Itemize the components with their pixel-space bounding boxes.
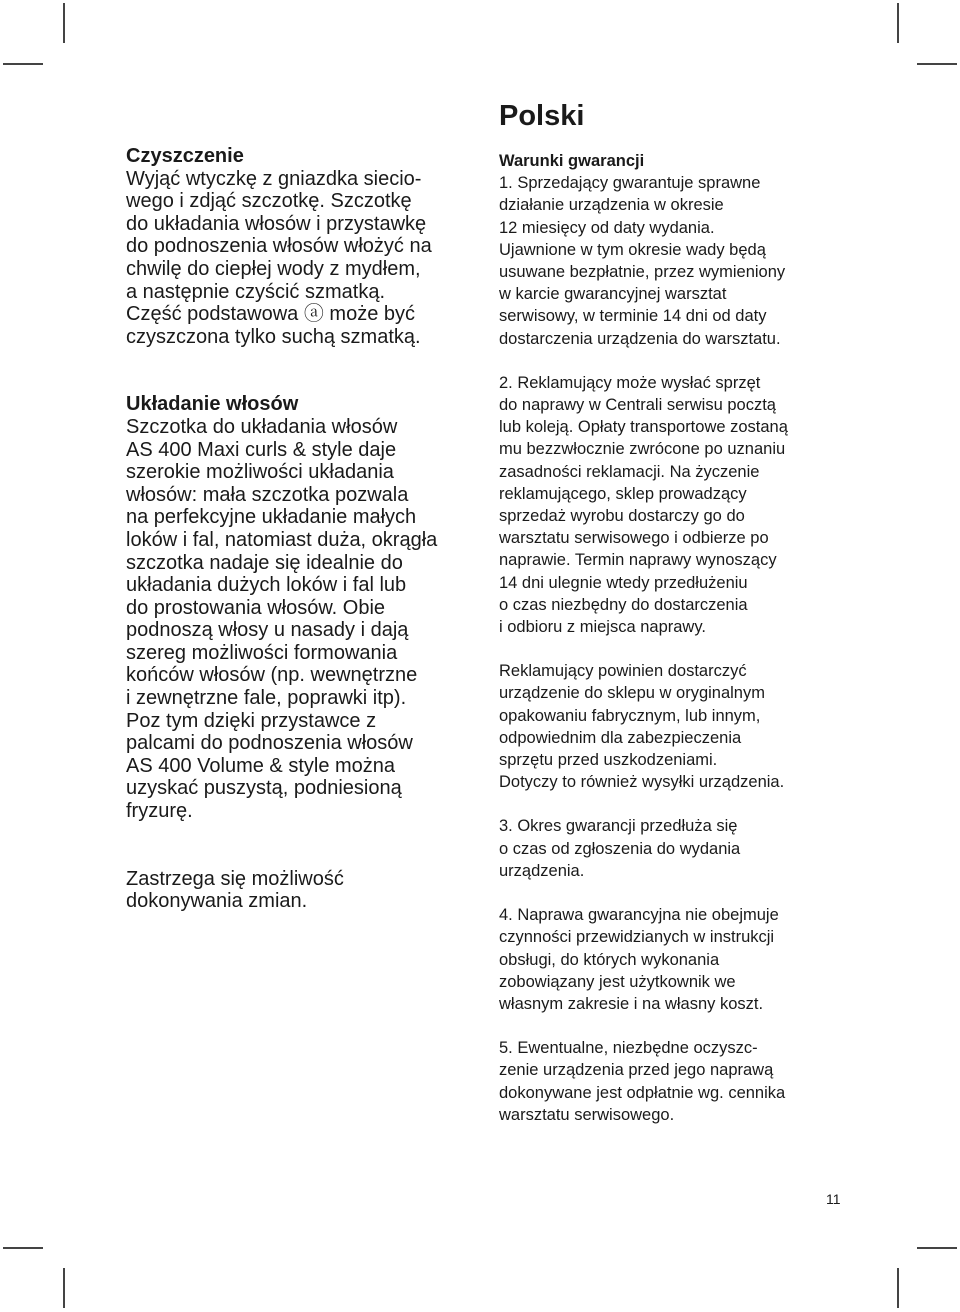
page-number: 11 [826,1191,841,1207]
warranty-paragraph-3: 3. Okres gwarancji przedłuża się o czas od zgłoszenia do wydania urządzenia. [499,817,741,880]
crop-mark-top-right-horizontal [917,63,957,65]
crop-mark-top-left-horizontal [3,63,43,65]
reserve-text: Zastrzega się możliwość dokonywania zmian. [126,867,344,913]
styling-heading: Układanie włosów [126,393,299,416]
cleaning-heading: Czyszczenie [126,145,244,167]
right-column [499,98,839,1126]
left-column [126,145,471,913]
warranty-paragraph-2b: Reklamujący powinien dostarczyć urządzenie do sklepu w oryginalnym opakowaniu fabrycznym, lub innym, odpowiednim dla zabezpieczenia sprzętu przed uszkodzeniami. Dotyczy to również wysyłki urządzenia. [499,662,785,792]
language-title: Polski [499,100,585,132]
warranty-paragraph-4: 4. Naprawa gwarancyjna nie obejmuje czynności przewidzianych w instrukcji obsługi, do których wykonania zobowiązany jest użytkownik we własnym zakresie i na własny koszt. [499,906,779,1013]
warranty-paragraph-1: 1. Sprzedający gwarantuje sprawne działanie urządzenia w okresie 12 miesięcy od daty wydania. Ujawnione w tym okresie wady będą usuwane bezpłatnie, przez wymieniony w karcie gwarancyjnej warsztat serwisowy, w terminie 14 dni od daty dostarczenia urządzenia do warsztatu. [499,174,786,348]
crop-mark-bottom-left-vertical [63,1268,65,1308]
crop-mark-bottom-left-horizontal [3,1247,43,1249]
warranty-paragraph-5: 5. Ewentualne, niezbędne oczyszc- zenie urządzenia przed jego naprawą dokonywane jest odpłatnie wg. cennika warsztatu serwisowego. [499,1039,786,1124]
warranty-heading: Warunki gwarancji [499,152,645,170]
crop-mark-bottom-right-horizontal [917,1247,957,1249]
crop-mark-top-left-vertical [63,3,65,43]
styling-text: Szczotka do układania włosów AS 400 Maxi curls & style daje szerokie możliwości układania włosów: mała szczotka pozwala na perfekcyjne układanie małych loków i fal, natomiast duża, okrągła szczotka nadaje się idealnie do układania dużych loków i fal lub do prostowania włosów. Obie podnoszą włosy u nasady i dają szereg możliwości formowania końców włosów (np. wewnętrzne i zewnętrzne fale, poprawki itp). Poz tym dzięki przystawce z palcami do podnoszenia włosów AS 400 Volume & style można uzyskać puszystą, podniesioną fryzurę. [126,415,438,823]
warranty-paragraph-2: 2. Reklamujący może wysłać sprzęt do naprawy w Centrali serwisu pocztą lub koleją. Opłaty transportowe zostaną mu bezzwłocznie zwrócone po uznaniu zasadności reklamacji. Na życzenie reklamującego, sklep prowadzący sprzedaż wyrobu dostarczy go do warsztatu serwisowego i odbierze po naprawie. Termin naprawy wynoszący 14 dni ulegnie wtedy przedłużeniu o czas niezbędny do dostarczenia i odbioru z miejsca naprawy. [499,373,788,637]
cleaning-text: Wyjąć wtyczkę z gniazdka siecio- wego i zdjąć szczotkę. Szczotkę do układania włosów i przystawkę do podnoszenia włosów włożyć na chwilę do ciepłej wody z mydłem, a następnie czyścić szmatką. Część podstawowa ⓐ może być czyszczona tylko suchą szmatką. [126,167,432,348]
crop-mark-top-right-vertical [897,3,899,43]
crop-mark-bottom-right-vertical [897,1268,899,1308]
